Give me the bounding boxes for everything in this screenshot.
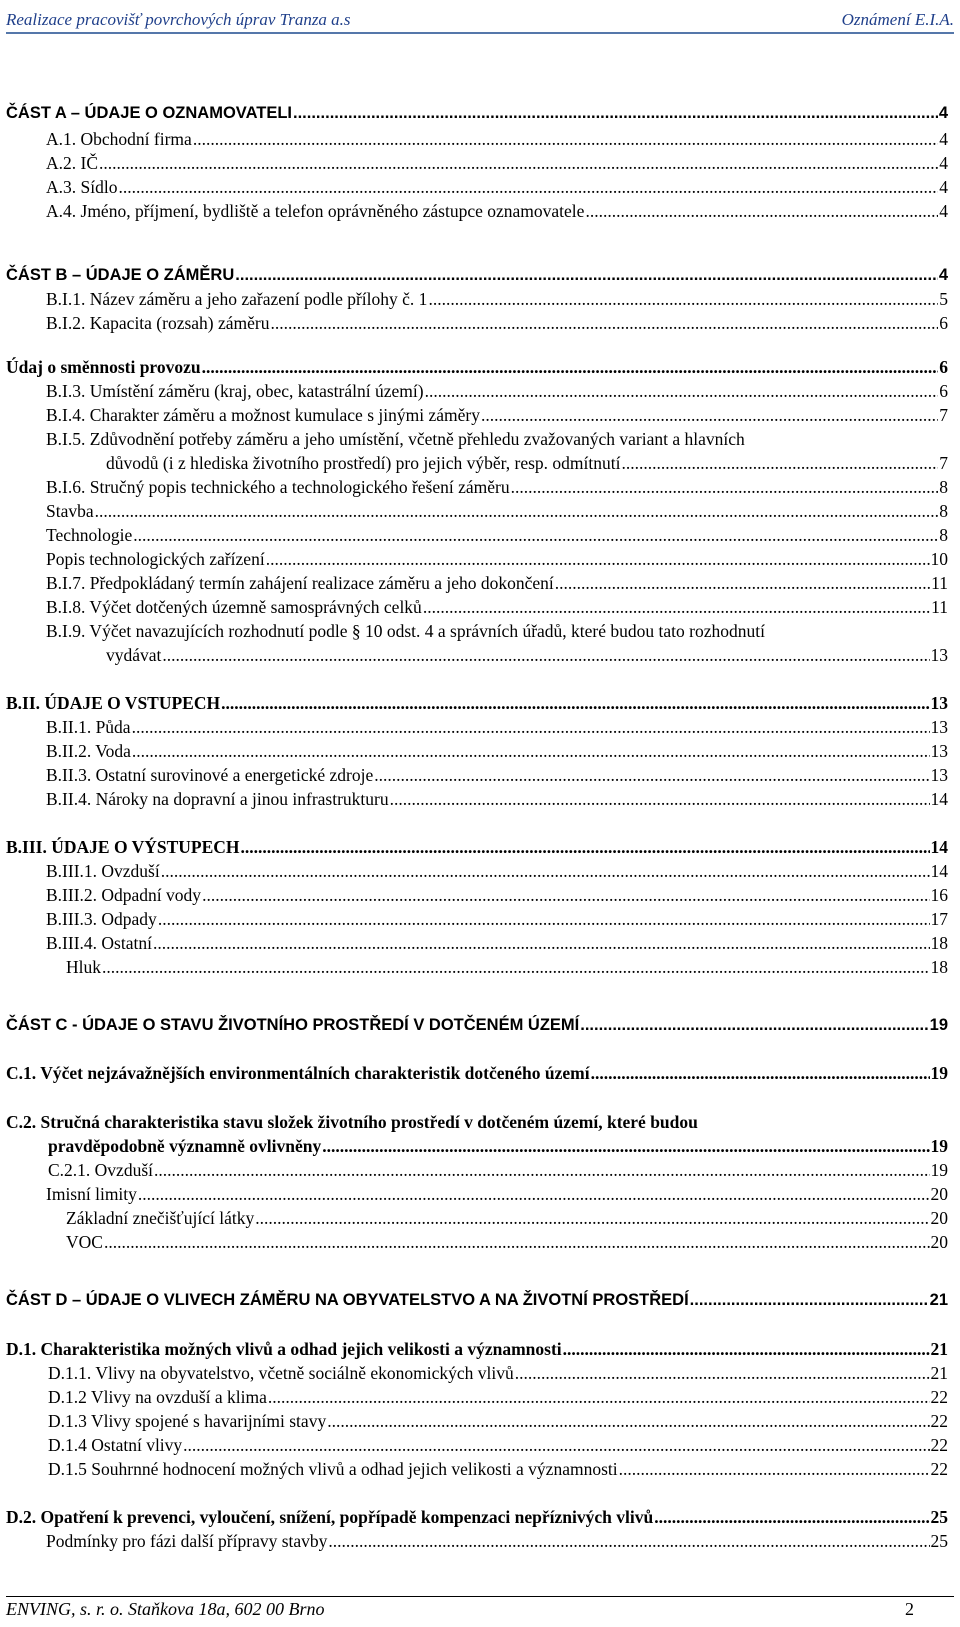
toc-entry-title: B.II.2. Voda	[46, 741, 131, 761]
toc-page-number: 8	[939, 525, 948, 545]
toc-leader-dots	[515, 1363, 930, 1383]
toc-page-number: 19	[930, 1136, 948, 1156]
toc-entry[interactable]	[6, 357, 948, 377]
toc-entry-title: A.3. Sídlo	[46, 177, 118, 197]
toc-entry[interactable]	[46, 597, 948, 617]
toc-entry-title: B.III.3. Odpady	[46, 909, 157, 929]
toc-page-number: 21	[930, 1363, 948, 1383]
toc-entry-title: B.I.4. Charakter záměru a možnost kumulace s jinými záměry	[46, 405, 480, 425]
toc-entry[interactable]	[48, 1411, 948, 1431]
toc-entry-title: A.4. Jméno, příjmení, bydliště a telefon oprávněného zástupce oznamovatele	[46, 201, 585, 221]
toc-entry-title: A.2. IČ	[46, 153, 99, 173]
toc-entry[interactable]	[46, 289, 948, 309]
toc-leader-dots	[511, 477, 939, 497]
toc-entry[interactable]	[6, 837, 948, 857]
toc-leader-dots	[390, 789, 930, 809]
toc-page-number: 13	[930, 645, 948, 665]
toc-entry[interactable]	[66, 957, 948, 977]
toc-entry-title: Stavba	[46, 501, 94, 521]
toc-entry[interactable]	[6, 1339, 948, 1359]
toc-entry[interactable]	[66, 1208, 948, 1228]
toc-entry[interactable]	[46, 789, 948, 809]
toc-entry[interactable]	[46, 741, 948, 761]
toc-leader-dots	[690, 1290, 929, 1310]
toc-leader-dots	[585, 201, 938, 221]
toc-entry-title: ČÁST D – ÚDAJE O VLIVECH ZÁMĚRU NA OBYVATELSTVO A NA ŽIVOTNÍ PROSTŘEDÍ	[6, 1291, 689, 1309]
toc-page-number: 13	[930, 765, 948, 785]
toc-entry[interactable]	[46, 933, 948, 953]
toc-page-number: 11	[931, 597, 948, 617]
toc-page-number: 5	[939, 289, 948, 309]
toc-leader-dots	[268, 1387, 930, 1407]
page-footer	[6, 1596, 954, 1627]
toc-entry[interactable]	[6, 693, 948, 713]
toc-leader-dots	[266, 549, 930, 569]
toc-page-number: 21	[929, 1291, 948, 1309]
toc-page-number: 4	[938, 266, 948, 284]
toc-entry-title: vydávat	[106, 645, 162, 665]
toc-leader-dots	[591, 1063, 930, 1083]
toc-page-number: 4	[938, 104, 948, 122]
toc-entry-title: B.III.2. Odpadní vody	[46, 885, 202, 905]
toc-entry-title: B.III.1. Ovzduší	[46, 861, 160, 881]
toc-entry-title: Hluk	[66, 957, 101, 977]
toc-page-number: 7	[939, 453, 948, 473]
toc-entry[interactable]	[46, 549, 948, 569]
toc-entry[interactable]	[46, 201, 948, 221]
toc-entry-title: A.1. Obchodní firma	[46, 129, 192, 149]
toc-entry[interactable]	[6, 1290, 948, 1310]
toc-leader-dots	[162, 645, 929, 665]
toc-entry[interactable]	[46, 405, 948, 425]
toc-entry-title: VOC	[66, 1232, 103, 1252]
toc-entry[interactable]	[6, 1015, 948, 1035]
toc-entry-title: Základní znečišťující látky	[66, 1208, 255, 1228]
toc-page-number: 8	[939, 477, 948, 497]
toc-page-number: 10	[930, 549, 948, 569]
toc-leader-dots	[425, 381, 939, 401]
footer-page-number: 2	[905, 1599, 914, 1619]
toc-leader-dots	[328, 1531, 929, 1551]
toc-page-number: 13	[930, 693, 948, 713]
toc-page-number: 25	[930, 1507, 948, 1527]
toc-leader-dots	[563, 1339, 930, 1359]
toc-entry-title: B.II. ÚDAJE O VSTUPECH	[6, 693, 221, 713]
toc-page-number: 18	[930, 933, 948, 953]
toc-page-number: 17	[930, 909, 948, 929]
toc-leader-dots	[619, 1459, 930, 1479]
toc-leader-dots	[555, 573, 930, 593]
toc-leader-dots	[580, 1015, 928, 1035]
toc-entry-title: Údaj o směnnosti provozu	[6, 357, 201, 377]
toc-page-number: 4	[939, 129, 948, 149]
toc-entry-title: B.II.4. Nároky na dopravní a jinou infrastrukturu	[46, 789, 389, 809]
toc-entry[interactable]	[106, 453, 948, 473]
toc-entry-line: B.I.5. Zdůvodnění potřeby záměru a jeho umístění, včetně přehledu zvažovaných variant a hlavních	[46, 429, 745, 449]
toc-entry[interactable]	[46, 885, 948, 905]
toc-leader-dots	[202, 885, 929, 905]
toc-entry-line: C.2. Stručná charakteristika stavu složek životního prostředí v dotčeném území, které budou	[6, 1112, 698, 1132]
toc-entry-title: ČÁST A – ÚDAJE O OZNAMOVATELI	[6, 104, 293, 122]
toc-entry-title: B.I.3. Umístění záměru (kraj, obec, katastrální území)	[46, 381, 424, 401]
toc-entry-title: B.II.1. Půda	[46, 717, 131, 737]
toc-page-number: 19	[929, 1016, 948, 1034]
toc-leader-dots	[271, 313, 939, 333]
toc-page-number: 22	[930, 1411, 948, 1431]
toc-leader-dots	[255, 1208, 929, 1228]
toc-page-number: 13	[930, 717, 948, 737]
toc-leader-dots	[654, 1507, 929, 1527]
toc-page-number: 20	[930, 1184, 948, 1204]
toc-page-number: 6	[939, 357, 948, 377]
toc-leader-dots	[138, 1184, 930, 1204]
toc-entry-title: D.1.4 Ostatní vlivy	[48, 1435, 183, 1455]
toc-entry-title: B.I.7. Předpokládaný termín zahájení realizace záměru a jeho dokončení	[46, 573, 554, 593]
toc-entry[interactable]	[6, 103, 948, 123]
toc-entry-title: B.I.8. Výčet dotčených územně samosprávných celků	[46, 597, 422, 617]
toc-leader-dots	[202, 357, 939, 377]
toc-leader-dots	[235, 265, 938, 285]
toc-leader-dots	[322, 1136, 929, 1156]
toc-entry[interactable]	[46, 501, 948, 521]
toc-page-number: 11	[931, 573, 948, 593]
header-document-title: Realizace pracovišť povrchových úprav Tranza a.s	[6, 10, 351, 29]
toc-leader-dots	[104, 1232, 930, 1252]
toc-entry-title: D.1. Charakteristika možných vlivů a odhad jejich velikosti a významnosti	[6, 1339, 562, 1359]
toc-entry-title: Podmínky pro fázi další přípravy stavby	[46, 1531, 328, 1551]
toc-entry-title: důvodů (i z hlediska životního prostředí) pro jejich výběr, resp. odmítnutí	[106, 453, 621, 473]
toc-entry[interactable]	[46, 717, 948, 737]
toc-entry[interactable]	[6, 1063, 948, 1083]
toc-leader-dots	[118, 177, 938, 197]
toc-page-number: 14	[930, 789, 948, 809]
toc-entry[interactable]	[46, 573, 948, 593]
toc-entry-title: B.III. ÚDAJE O VÝSTUPECH	[6, 837, 240, 857]
toc-leader-dots	[154, 1160, 930, 1180]
toc-entry[interactable]	[46, 477, 948, 497]
toc-entry[interactable]	[106, 645, 948, 665]
toc-entry-title: pravděpodobně významně ovlivněny	[48, 1136, 322, 1156]
toc-entry[interactable]	[6, 265, 948, 285]
toc-leader-dots	[481, 405, 938, 425]
toc-entry-title: D.1.2 Vlivy na ovzduší a klima	[48, 1387, 267, 1407]
toc-leader-dots	[161, 861, 930, 881]
toc-page-number: 6	[939, 381, 948, 401]
toc-leader-dots	[102, 957, 930, 977]
toc-entry-title: D.1.3 Vlivy spojené s havarijními stavy	[48, 1411, 327, 1431]
toc-entry[interactable]	[46, 909, 948, 929]
toc-entry-title: Technologie	[46, 525, 133, 545]
toc-leader-dots	[99, 153, 938, 173]
toc-leader-dots	[293, 103, 938, 123]
toc-entry-title: B.III.4. Ostatní	[46, 933, 152, 953]
toc-page-number: 14	[930, 861, 948, 881]
toc-entry-title: D.2. Opatření k prevenci, vyloučení, snížení, popřípadě kompenzaci nepříznivých vlivů	[6, 1507, 654, 1527]
toc-page-number: 19	[930, 1160, 948, 1180]
toc-entry[interactable]	[48, 1459, 948, 1479]
toc-leader-dots	[327, 1411, 929, 1431]
toc-entry[interactable]	[46, 861, 948, 881]
toc-page-number: 4	[939, 153, 948, 173]
toc-leader-dots	[193, 129, 938, 149]
toc-entry[interactable]	[6, 1507, 948, 1527]
toc-leader-dots	[423, 597, 930, 617]
toc-page-number: 19	[930, 1063, 948, 1083]
toc-page-number: 20	[930, 1232, 948, 1252]
toc-page-number: 8	[939, 501, 948, 521]
toc-entry-title: D.1.5 Souhrnné hodnocení možných vlivů a odhad jejich velikosti a významnosti	[48, 1459, 618, 1479]
toc-entry[interactable]	[66, 1232, 948, 1252]
toc-entry[interactable]	[48, 1363, 948, 1383]
toc-entry-title: B.I.1. Název záměru a jeho zařazení podle přílohy č. 1	[46, 289, 428, 309]
toc-entry[interactable]	[46, 381, 948, 401]
toc-leader-dots	[95, 501, 939, 521]
toc-entry[interactable]	[46, 525, 948, 545]
toc-leader-dots	[221, 693, 929, 713]
toc-entry-title: ČÁST B – ÚDAJE O ZÁMĚRU	[6, 266, 235, 284]
toc-page-number: 22	[930, 1435, 948, 1455]
header-document-type: Oznámení E.I.A.	[841, 10, 954, 29]
toc-entry[interactable]	[48, 1136, 948, 1156]
toc-entry[interactable]	[46, 153, 948, 173]
toc-page-number: 20	[930, 1208, 948, 1228]
toc-entry-title: B.I.6. Stručný popis technického a technologického řešení záměru	[46, 477, 510, 497]
toc-entry-title: D.1.1. Vlivy na obyvatelstvo, včetně sociálně ekonomických vlivů	[48, 1363, 514, 1383]
footer-company: ENVING, s. r. o. Staňkova 18a, 602 00 Brno	[6, 1599, 325, 1619]
toc-entry-line: B.I.9. Výčet navazujících rozhodnutí podle § 10 odst. 4 a správních úřadů, které budou tato rozhodnutí	[46, 621, 765, 641]
toc-entry-title: B.II.3. Ostatní surovinové a energetické zdroje	[46, 765, 374, 785]
toc-entry[interactable]	[48, 1160, 948, 1180]
toc-leader-dots	[374, 765, 929, 785]
toc-entry[interactable]	[48, 1435, 948, 1455]
toc-page-number: 18	[930, 957, 948, 977]
toc-leader-dots	[621, 453, 938, 473]
toc-entry[interactable]	[46, 313, 948, 333]
toc-page-number: 21	[930, 1339, 948, 1359]
toc-entry-title: C.2.1. Ovzduší	[48, 1160, 153, 1180]
toc-entry-title: B.I.2. Kapacita (rozsah) záměru	[46, 313, 270, 333]
toc-entry[interactable]	[46, 1531, 948, 1551]
toc-leader-dots	[153, 933, 930, 953]
toc-page-number: 22	[930, 1387, 948, 1407]
toc-leader-dots	[428, 289, 938, 309]
toc-entry-title: ČÁST C - ÚDAJE O STAVU ŽIVOTNÍHO PROSTŘEDÍ V DOTČENÉM ÚZEMÍ	[6, 1016, 580, 1034]
toc-page-number: 16	[930, 885, 948, 905]
toc-page-number: 22	[930, 1459, 948, 1479]
toc-page-number: 6	[939, 313, 948, 333]
toc-page-number: 7	[939, 405, 948, 425]
toc-entry[interactable]	[48, 1387, 948, 1407]
toc-entry[interactable]	[46, 765, 948, 785]
toc-leader-dots	[241, 837, 930, 857]
toc-entry-title: C.1. Výčet nejzávažnějších environmentálních charakteristik dotčeného území	[6, 1063, 590, 1083]
toc-entry-title: Popis technologických zařízení	[46, 549, 265, 569]
toc-entry[interactable]	[46, 129, 948, 149]
toc-leader-dots	[132, 717, 930, 737]
toc-leader-dots	[158, 909, 930, 929]
toc-page-number: 4	[939, 177, 948, 197]
toc-leader-dots	[132, 741, 930, 761]
toc-leader-dots	[133, 525, 938, 545]
toc-page-number: 4	[939, 201, 948, 221]
toc-page-number: 13	[930, 741, 948, 761]
toc-page-number: 14	[930, 837, 948, 857]
toc-entry-title: Imisní limity	[46, 1184, 137, 1204]
toc-entry[interactable]	[46, 177, 948, 197]
toc-page-number: 25	[930, 1531, 948, 1551]
toc-leader-dots	[183, 1435, 929, 1455]
toc-entry[interactable]	[46, 1184, 948, 1204]
